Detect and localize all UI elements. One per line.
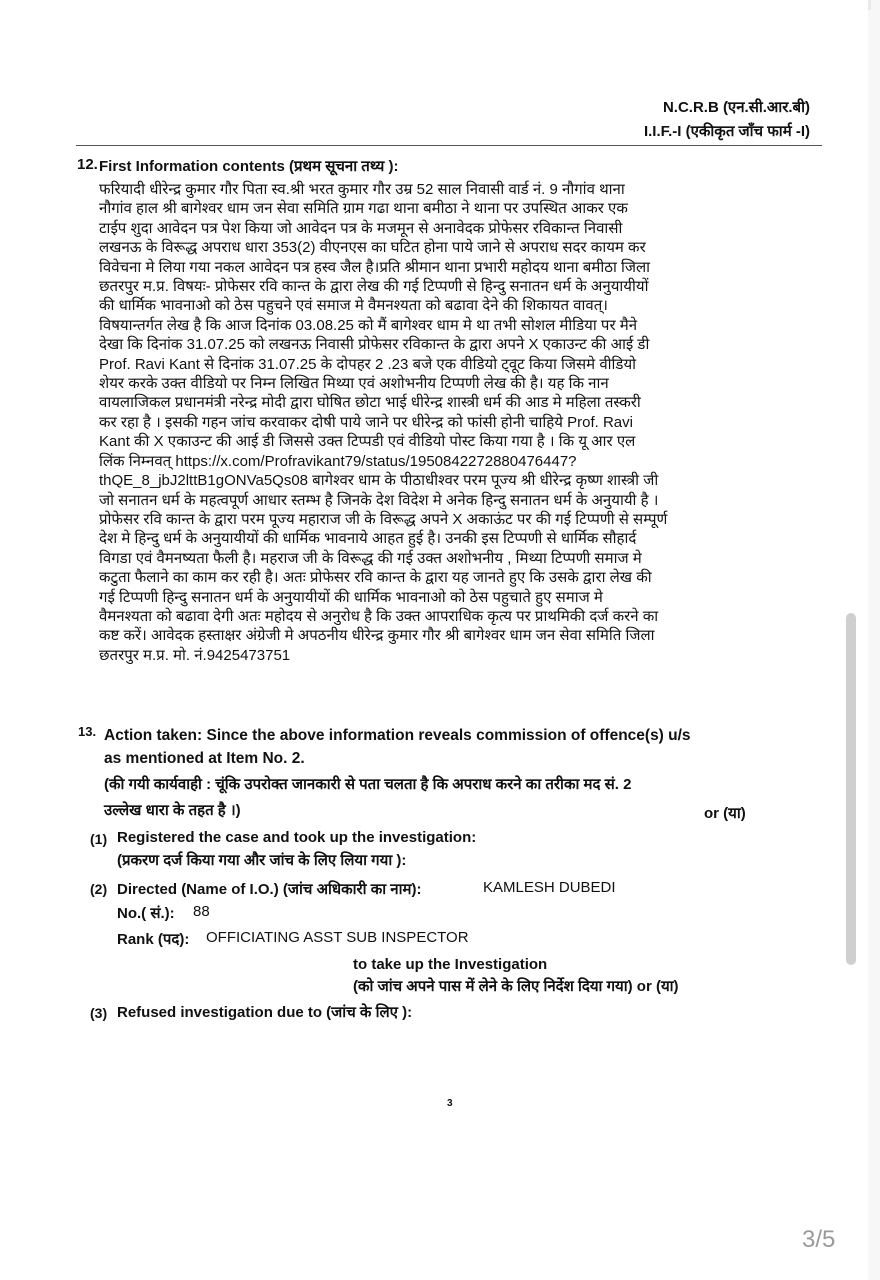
fir-line: कष्ट करें। आवेदक हस्ताक्षर अंग्रेजी मे अपठनीय धीरेन्द्र कुमार गौर श्री बागेश्वर धाम जन सेवा समिति जिला — [99, 627, 655, 645]
form-header-iif: I.I.F.-I (एकीकृत जाँच फार्म -I) — [643, 123, 810, 140]
registered-case-hindi: (प्रकरण दर्ज किया गया और जांच के लिए लिया गया ): — [117, 852, 407, 869]
item-1-number: (1) — [90, 831, 108, 847]
fir-line: नौगांव हाल श्री बागेश्वर धाम जन सेवा समिति ग्राम गढा थाना बमीठा ने थाना पर उपस्थित आकर एक — [99, 200, 628, 218]
fir-line: देश मे हिन्दु धर्म के अनुयायीयों की धार्मिक भावनाये आहत हुई है। उनकी इस टिप्पणी से धार्मिक सौहार्द — [99, 530, 637, 548]
io-number-value: 88 — [193, 903, 210, 920]
action-taken-hindi-cont: उल्लेख धारा के तहत है ।) — [104, 802, 241, 819]
refused-investigation-label: Refused investigation due to (जांच के लिए ): — [117, 1004, 413, 1021]
section-13-number: 13. — [78, 724, 97, 739]
page-indicator: 3/5 — [802, 1226, 836, 1253]
fir-line: जो सनातन धर्म के महत्वपूर्ण आधार स्तम्भ है जिनके देश विदेश मे अनेक हिन्दु सनातन धर्म के अनुयायी है । — [99, 491, 659, 509]
io-number-label: No.( सं.): — [117, 905, 175, 922]
form-header-ncrb: N.C.R.B (एन.सी.आर.बी) — [662, 99, 810, 116]
page-number: 3 — [447, 1098, 453, 1109]
fir-line: प्रोफेसर रवि कान्त के द्वारा परम पूज्य महाराज जी के विरूद्ध अपने X अकाऊंट पर की गई टिप्पणी से सम्पूर्ण — [99, 510, 668, 528]
take-up-investigation: to take up the Investigation — [353, 956, 548, 973]
fir-line: विगडा एवं वैमनष्यता फैली है। महराज जी के विरूद्ध की गई उक्त अशोभनीय , मिथ्या टिप्पणी समाज मे — [99, 549, 642, 567]
section-12-title: First Information contents (प्रथम सूचना तथ्य ): — [99, 158, 399, 175]
io-rank-value: OFFICIATING ASST SUB INSPECTOR — [206, 929, 469, 946]
scrollbar-track[interactable] — [871, 0, 880, 1280]
fir-line: कर रहा है । इसकी गहन जांच करवाकर दोषी पाये जाने पर धीरेन्द्र को फांसी होनी चाहिये Prof. Ravi — [99, 413, 633, 431]
fir-line: कटुता फैलाने का काम कर रही है। अतः प्रोफेसर रवि कान्त के द्वारा यह जानते हुए कि उसके द्वारा लेख की — [99, 569, 652, 587]
or-label: or (या) — [704, 805, 746, 822]
fir-line: फरियादी धीरेन्द्र कुमार गौर पिता स्व.श्री भरत कुमार गौर उम्र 52 साल निवासी वार्ड नं. 9 नौगांव थाना — [99, 181, 625, 198]
item-2-number: (2) — [90, 881, 108, 897]
fir-line: Prof. Ravi Kant से दिनांक 31.07.25 के दोपहर 2 .23 बजे एक वीडियो ट्वूट किया जिसमे वीडियो — [99, 355, 637, 373]
item-3-number: (3) — [90, 1005, 108, 1021]
fir-contents — [99, 180, 739, 665]
io-rank-label: Rank (पद): — [117, 931, 190, 948]
scrollbar-thumb[interactable] — [846, 613, 856, 965]
fir-line: लिंक निम्नवत् https://x.com/Profravikant79/status/1950842272880476447? — [99, 452, 577, 470]
fir-line: विवेचना मे लिया गया नकल आवेदन पत्र हस्व जैल है।प्रति श्रीमान थाना प्रभारी महोदय थाना बमीठा जिला — [99, 258, 651, 276]
fir-line: टाईप शुदा आवेदन पत्र पेश किया जो आवेदन पत्र के मजमून से अनावेदक प्रोफेसर रविकान्त निवासी — [99, 219, 623, 237]
section-12-number: 12. — [77, 156, 98, 173]
header-divider — [76, 145, 822, 146]
action-taken-heading-cont: as mentioned at Item No. 2. — [104, 750, 305, 767]
fir-line: वायलाजिकल प्रधानमंत्री नरेन्द्र मोदी द्वारा घोषित छोटा भाई धीरेन्द्र शास्त्री धर्म की आड मे महिला तस्करी — [99, 394, 641, 412]
take-up-investigation-hindi: (को जांच अपने पास में लेने के लिए निर्देश दिया गया) or (या) — [353, 978, 679, 995]
action-taken-heading: Action taken: Since the above information reveals commission of offence(s) u/s — [104, 727, 691, 744]
fir-line: Kant की X एकाउन्ट की आई डी जिससे उक्त टिप्पडी एवं वीडियो पोस्ट किया गया है । कि यू आर एल — [99, 433, 636, 451]
fir-line: की धार्मिक भावनाओ को ठेस पहुचने एवं समाज मे वैमनश्यता को बढावा देने की शिकायत वावत्। — [99, 297, 608, 315]
fir-line: thQE_8_jbJ2lttB1gONVa5Qs08 बागेश्वर धाम के पीठाधीश्वर परम पूज्य श्री धीरेन्द्र कृष्ण शास्त्री जी — [99, 472, 659, 490]
registered-case-label: Registered the case and took up the investigation: — [117, 829, 477, 846]
fir-line: शेयर करके उक्त वीडियो पर निम्न लिखित मिथ्या एवं अशोभनीय टिप्पणी लेख की है। यह कि नान — [99, 375, 609, 393]
io-name-value: KAMLESH DUBEDI — [483, 879, 616, 896]
fir-line: छतरपुर म.प्र. मो. नं.9425473751 — [99, 646, 291, 664]
fir-line: गई टिप्पणी हिन्दु सनातन धर्म के अनुयायीयों की धार्मिक भावनाओ को ठेस पहुचाते हुए समाज मे — [99, 588, 603, 606]
fir-line: देखा कि दिनांक 31.07.25 को लखनऊ निवासी प्रोफेसर रविकान्त के द्वारा अपने X एकाउन्ट की आई डी — [99, 336, 650, 354]
fir-line: लखनऊ के विरूद्ध अपराध धारा 353(2) वीएनएस का घटित होना पाये जाने से अपराध सदर कायम कर — [99, 239, 646, 257]
fir-line: विषयान्तर्गत लेख है कि आज दिनांक 03.08.25 को मैं बागेश्वर धाम मे था तभी सोशल मीडिया पर मैने — [99, 316, 638, 334]
fir-line: छतरपुर म.प्र. विषयः- प्रोफेसर रवि कान्त के द्वारा लेख की गई टिप्पणी से हिन्दु सनातन धर्म के अनुयायीयों — [99, 278, 649, 296]
fir-line: वैमनश्यता को बढावा देगी अतः महोदय से अनुरोध है कि उक्त आपराधिक कृत्य पर प्राथमिकी दर्ज करने का — [99, 607, 659, 625]
io-name-label: Directed (Name of I.O.) (जांच अधिकारी का नाम): — [117, 881, 422, 898]
action-taken-hindi: (की गयी कार्यवाही : चूंकि उपरोक्त जानकारी से पता चलता है कि अपराध करने का तरीका मद सं. 2 — [104, 776, 632, 793]
